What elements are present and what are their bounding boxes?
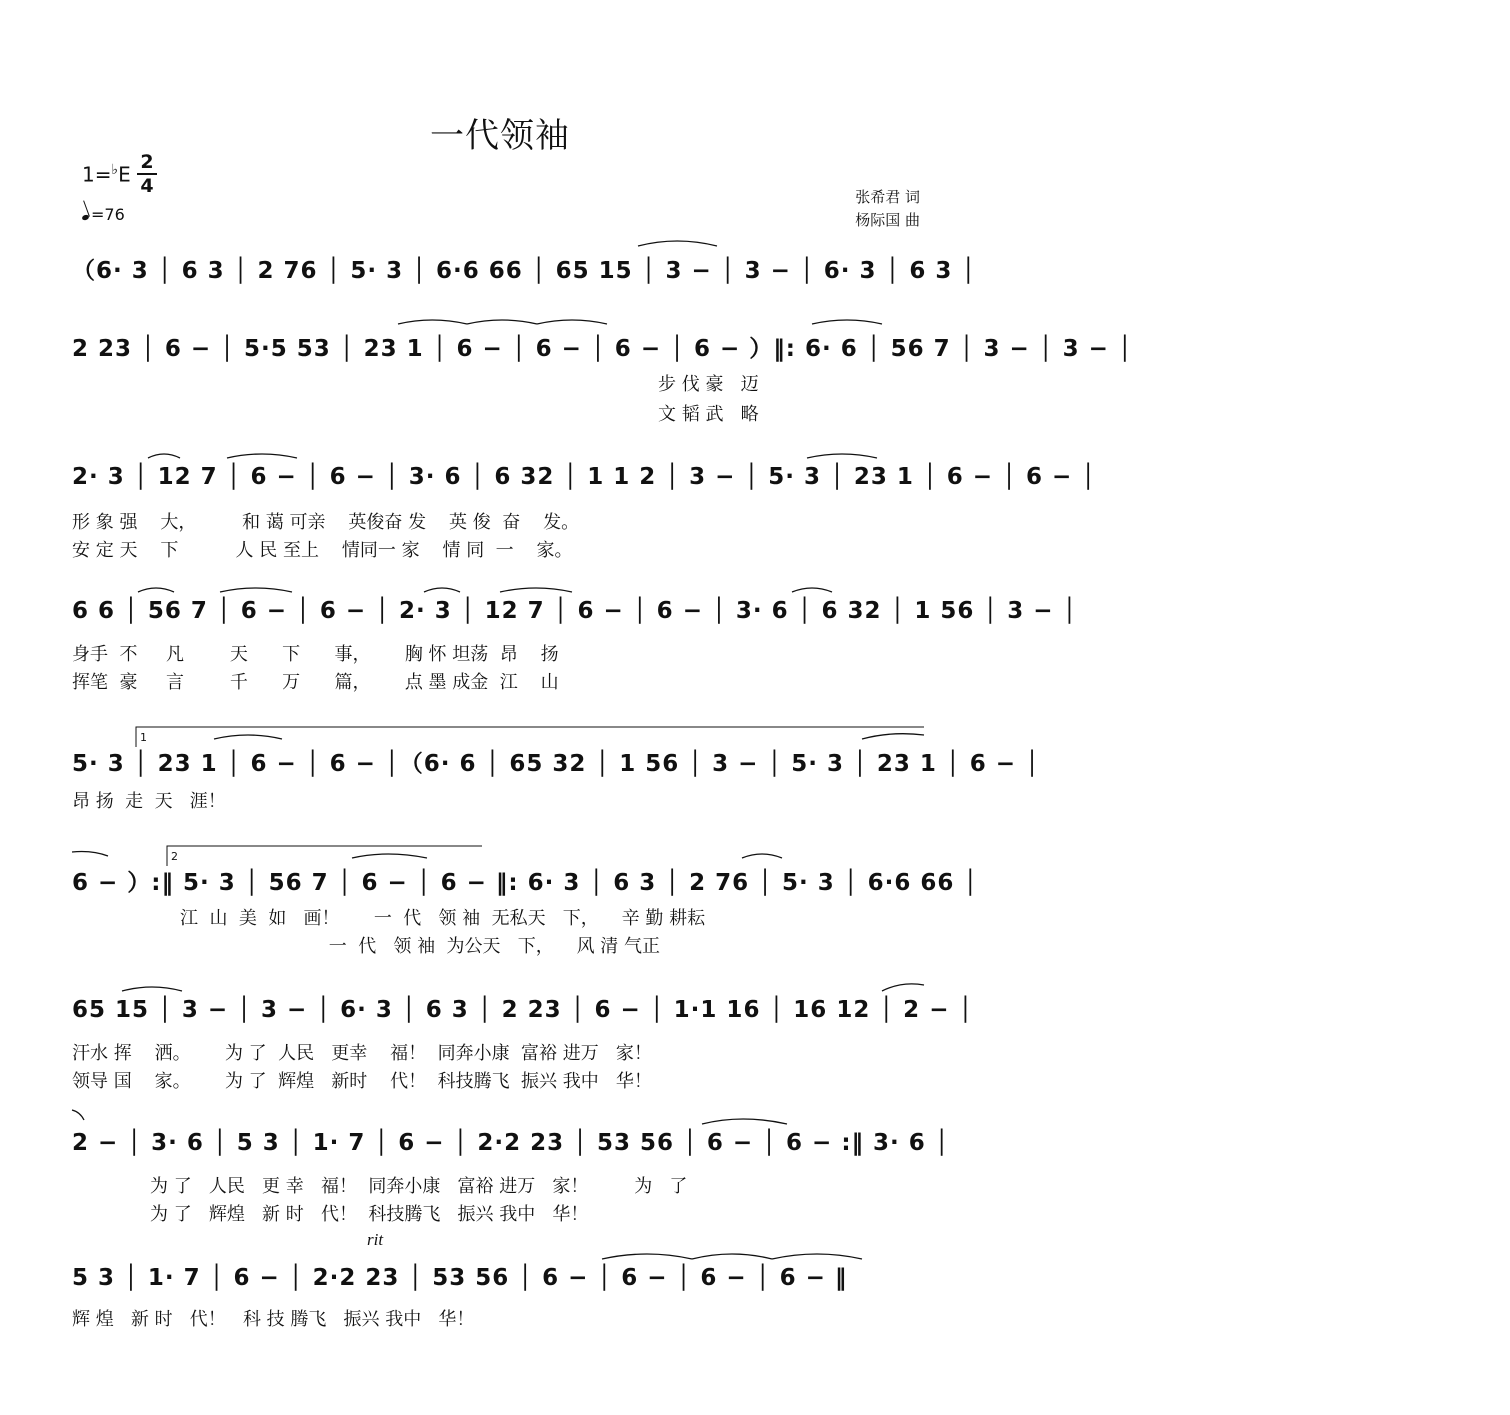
notation-line: （6· 3 │ 6 3 │ 2 76 │ 5· 3 │ 6·6 66 │ 65 15 │ 3 − │ 3 − │ 6· 3 │ 6 3 │ [72, 258, 977, 284]
slur-icon [72, 464, 1097, 504]
volta-bracket-icon [72, 731, 1040, 785]
lyric-line-1: 为 了 人民 更 幸 福！ 同奔小康 富裕 进万 家！ 为 了 [150, 1176, 688, 1197]
slur-icon [72, 997, 974, 1037]
lyric-line-1: 形 象 强 大， 和 蔼 可亲 英俊奋 发 英 俊 奋 发。 [72, 512, 580, 533]
slur-icon [72, 1230, 924, 1305]
time-bottom: 4 [140, 175, 154, 197]
lyric-line-2: 一 代 领 袖 为公天 下， 风 清 气正 [180, 936, 661, 957]
notation-line: 6 6 │ 56 7 │ 6 − │ 6 − │ 2· 3 │ 12 7 │ 6 − │ 6 − │ 3· 6 │ 6 32 │ 1 56 │ 3 − │ [72, 598, 1078, 624]
lyricist: 张希君 词 [855, 188, 920, 206]
key-signature [82, 162, 131, 187]
composer: 杨际国 曲 [855, 211, 920, 229]
lyric-line-2: 挥笔 豪 言 千 万 篇， 点 墨 成金 江 山 [72, 672, 559, 693]
notation-line: 5· 3 │ 23 1 │ 6 − │ 6 − │（6· 6 │ 65 32 │ 1 56 │ 3 − │ 5· 3 │ 23 1 │ 6 − │ [72, 751, 1040, 777]
lyric-line-1: 身手 不 凡 天 下 事， 胸 怀 坦荡 昂 扬 [72, 644, 559, 665]
lyric-line-2: 为 了 辉煌 新 时 代！ 科技腾飞 振兴 我中 华！ [150, 1204, 589, 1225]
lyric-line-1: 江 山 美 如 画！ 一 代 领 袖 无私天 下， 辛 勤 耕耘 [180, 908, 706, 929]
lyric-line-1: 昂 扬 走 天 涯！ [72, 791, 226, 812]
rit-marking: rit [367, 1230, 384, 1249]
key-note: E [118, 162, 131, 187]
slur-icon [72, 252, 977, 292]
lyric-line-2: 安 定 天 下 人 民 至上 情同一 家 情 同 一 家。 [72, 540, 573, 561]
notation-line: 5 3 │ 1· 7 │ 6 − │ 2·2 23 │ 53 56 │ 6 − │ 6 − │ 6 − │ 6 − ‖ [72, 1265, 848, 1291]
page-title: 一代领袖 [430, 116, 570, 156]
flat-icon: ♭ [111, 162, 119, 178]
key-prefix: 1= [82, 162, 112, 187]
notation-line: 6 − ）:‖ 5· 3 │ 56 7 │ 6 − │ 6 − ‖: 6· 3 │ 6 3 │ 2 76 │ 5· 3 │ 6·6 66 │ [72, 870, 979, 896]
tempo-mark [82, 205, 125, 224]
volta-first-label: 1 [140, 731, 147, 744]
slur-icon [72, 330, 1133, 370]
notation-line: 65 15 │ 3 − │ 3 − │ 6· 3 │ 6 3 │ 2 23 │ 6 − │ 1·1 16 │ 16 12 │ 2 − │ [72, 997, 974, 1023]
lyric-line-1: 辉 煌 新 时 代！ 科 技 腾飞 振兴 我中 华！ [72, 1309, 475, 1330]
volta-bracket-icon [72, 850, 979, 904]
credits [855, 186, 920, 232]
time-top: 2 [140, 151, 154, 173]
volta-second-label: 2 [171, 850, 178, 863]
lyric-line-2: 领导 国 家。 为 了 辉煌 新时 代！ 科技腾飞 振兴 我中 华！ [72, 1071, 652, 1092]
lyric-line-2: 文 韬 武 略 [658, 404, 759, 425]
notation-line: 2· 3 │ 12 7 │ 6 − │ 6 − │ 3· 6 │ 6 32 │ 1 1 2 │ 3 − │ 5· 3 │ 23 1 │ 6 − │ 6 − │ [72, 464, 1097, 490]
time-signature [137, 152, 157, 196]
notation-line: 2 − │ 3· 6 │ 5 3 │ 1· 7 │ 6 − │ 2·2 23 │ 53 56 │ 6 − │ 6 − :‖ 3· 6 │ [72, 1130, 950, 1156]
lyric-line-1: 汗水 挥 洒。 为 了 人民 更幸 福！ 同奔小康 富裕 进万 家！ [72, 1043, 652, 1064]
tempo-value: =76 [91, 205, 125, 224]
lyric-line-1: 步 伐 豪 迈 [658, 374, 759, 395]
slur-icon [72, 1130, 950, 1170]
slur-icon [72, 598, 1078, 638]
quarter-note-icon [81, 214, 89, 221]
notation-line: 2 23 │ 6 − │ 5·5 53 │ 23 1 │ 6 − │ 6 − │ 6 − │ 6 − ）‖: 6· 6 │ 56 7 │ 3 − │ 3 − │ [72, 336, 1133, 362]
